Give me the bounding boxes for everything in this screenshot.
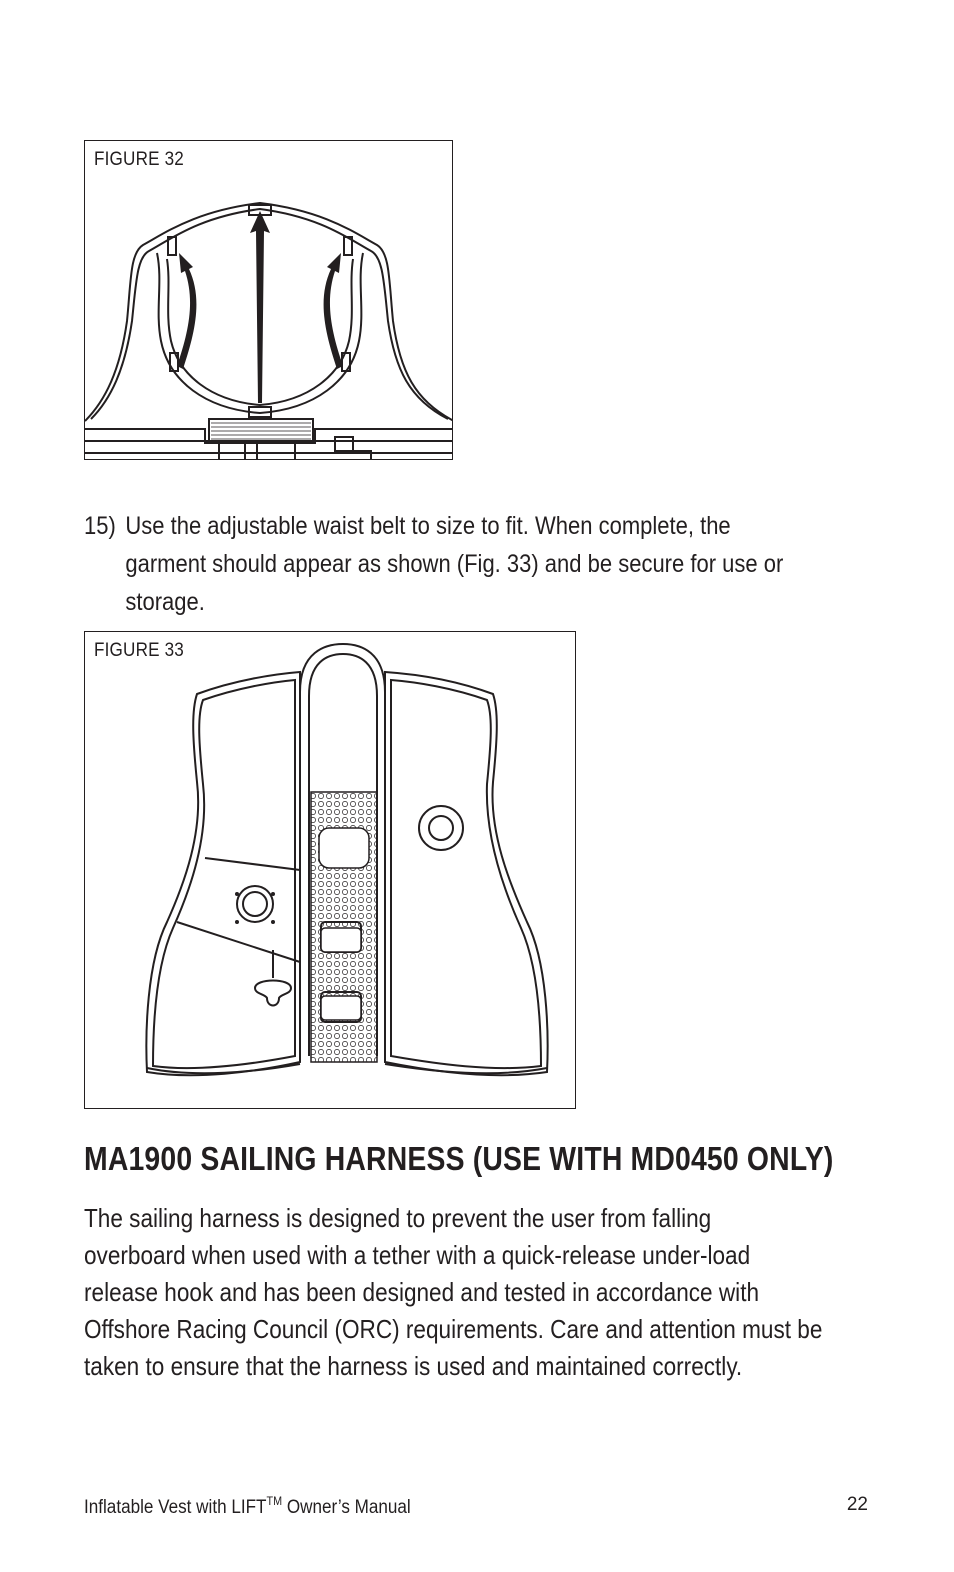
footer-title [84, 1494, 411, 1519]
arrow-right [324, 253, 343, 369]
step-line: garment should appear as shown (Fig. 33) and be secure for use or [125, 550, 784, 578]
mustang-survival-logo [419, 806, 463, 850]
footer-title-tail: Owner’s Manual [282, 1497, 411, 1518]
figure-32-label: FIGURE 32 [94, 149, 184, 170]
footer-title-main: Inflatable Vest with LIFT [84, 1497, 267, 1518]
collar-outline [85, 203, 453, 421]
step-line: Use the adjustable waist belt to size to fit. When complete, the [125, 512, 731, 540]
arrow-left [177, 253, 196, 369]
body-line: Offshore Racing Council (ORC) requirements. Care and attention must be [84, 1314, 823, 1344]
page-number: 22 [846, 1494, 868, 1515]
figure-33-label: FIGURE 33 [94, 640, 184, 661]
step-line: storage. [125, 588, 205, 616]
section-body [84, 1200, 865, 1385]
figure-32-illustration [85, 141, 453, 460]
vest-right-panel [385, 672, 548, 1075]
step-text [125, 507, 788, 621]
section-heading: MA1900 SAILING HARNESS (USE WITH MD0450 ONLY) [84, 1140, 834, 1177]
body-line: taken to ensure that the harness is used and maintained correctly. [84, 1351, 743, 1381]
body-line: release hook and has been designed and tested in accordance with [84, 1277, 760, 1307]
figure-33 [84, 631, 576, 1109]
body-line: The sailing harness is designed to prevent the user from falling [84, 1203, 712, 1233]
step-15 [84, 507, 788, 621]
step-number: 15) [84, 512, 116, 540]
figure-33-illustration [85, 632, 576, 1109]
arrow-center [250, 211, 270, 403]
figure-32 [84, 140, 453, 460]
body-line: overboard when used with a tether with a quick-release under-load [84, 1240, 751, 1270]
footer-trademark: TM [266, 1494, 283, 1508]
vest-left-panel [146, 672, 300, 1075]
